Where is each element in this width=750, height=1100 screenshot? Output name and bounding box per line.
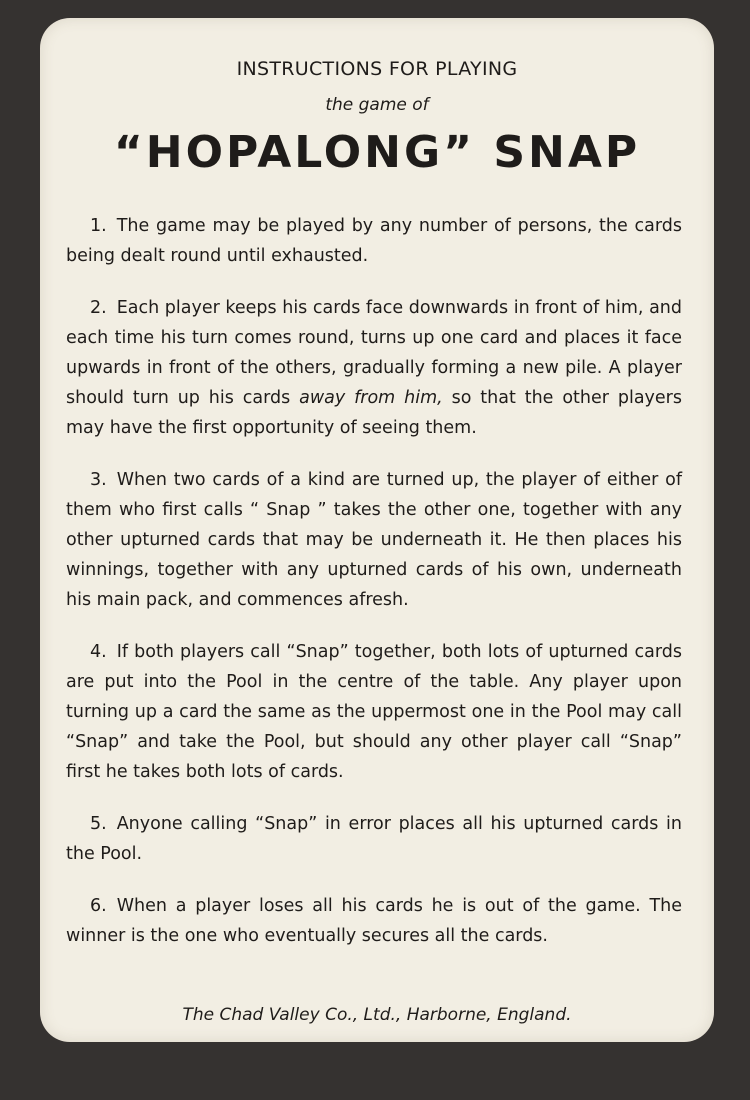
rule-number: 2. xyxy=(90,298,107,318)
rule-1 xyxy=(66,211,682,271)
game-title: “HOPALONG” SNAP xyxy=(113,127,641,178)
rule-number: 4. xyxy=(90,642,107,662)
publisher-footer: The Chad Valley Co., Ltd., Harborne, England. xyxy=(182,1005,572,1025)
rule-number: 6. xyxy=(90,896,107,916)
rule-text: If both players call “Snap” together, both lots of upturned cards are put into the Pool in the centre of the table. Any player upon turning up a card the same as the uppermost one in the Pool may call “Snap” and take the Pool, but should any other player call “Snap” first he takes both lots of cards. xyxy=(66,642,682,782)
instruction-card xyxy=(40,18,714,1042)
rule-text: Each player keeps his cards face downwards in front of him, and each time his turn comes round, turns up one card and places it face upwards in front of the others, gradually forming a new pile. A player should turn up his cards xyxy=(66,298,682,408)
rule-number: 1. xyxy=(90,216,107,236)
rule-text: When two cards of a kind are turned up, the player of either of them who first calls “ Snap ” takes the other one, together with any other upturned cards that may be underneath it. He then places his winnings, together with any upturned cards of his own, underneath his main pack, and commences afresh. xyxy=(66,470,682,610)
rule-text-continued: so that the other players may have the first opportunity of seeing them. xyxy=(66,388,682,438)
instructions-heading: INSTRUCTIONS FOR PLAYING xyxy=(236,58,518,80)
rule-5 xyxy=(66,809,682,869)
rule-3 xyxy=(66,465,682,615)
rule-text: When a player loses all his cards he is out of the game. The winner is the one who eventually secures all the cards. xyxy=(66,896,682,946)
rule-text: The game may be played by any number of persons, the cards being dealt round until exhausted. xyxy=(66,216,682,266)
rule-2 xyxy=(66,293,682,443)
rules-list xyxy=(66,211,682,973)
rule-number: 5. xyxy=(90,814,107,834)
rule-text: Anyone calling “Snap” in error places all his upturned cards in the Pool. xyxy=(66,814,682,864)
rule-6 xyxy=(66,891,682,951)
rule-number: 3. xyxy=(90,470,107,490)
rule-emphasis: away from him, xyxy=(299,388,443,408)
rule-4 xyxy=(66,637,682,787)
game-of-subheading: the game of xyxy=(325,95,429,115)
